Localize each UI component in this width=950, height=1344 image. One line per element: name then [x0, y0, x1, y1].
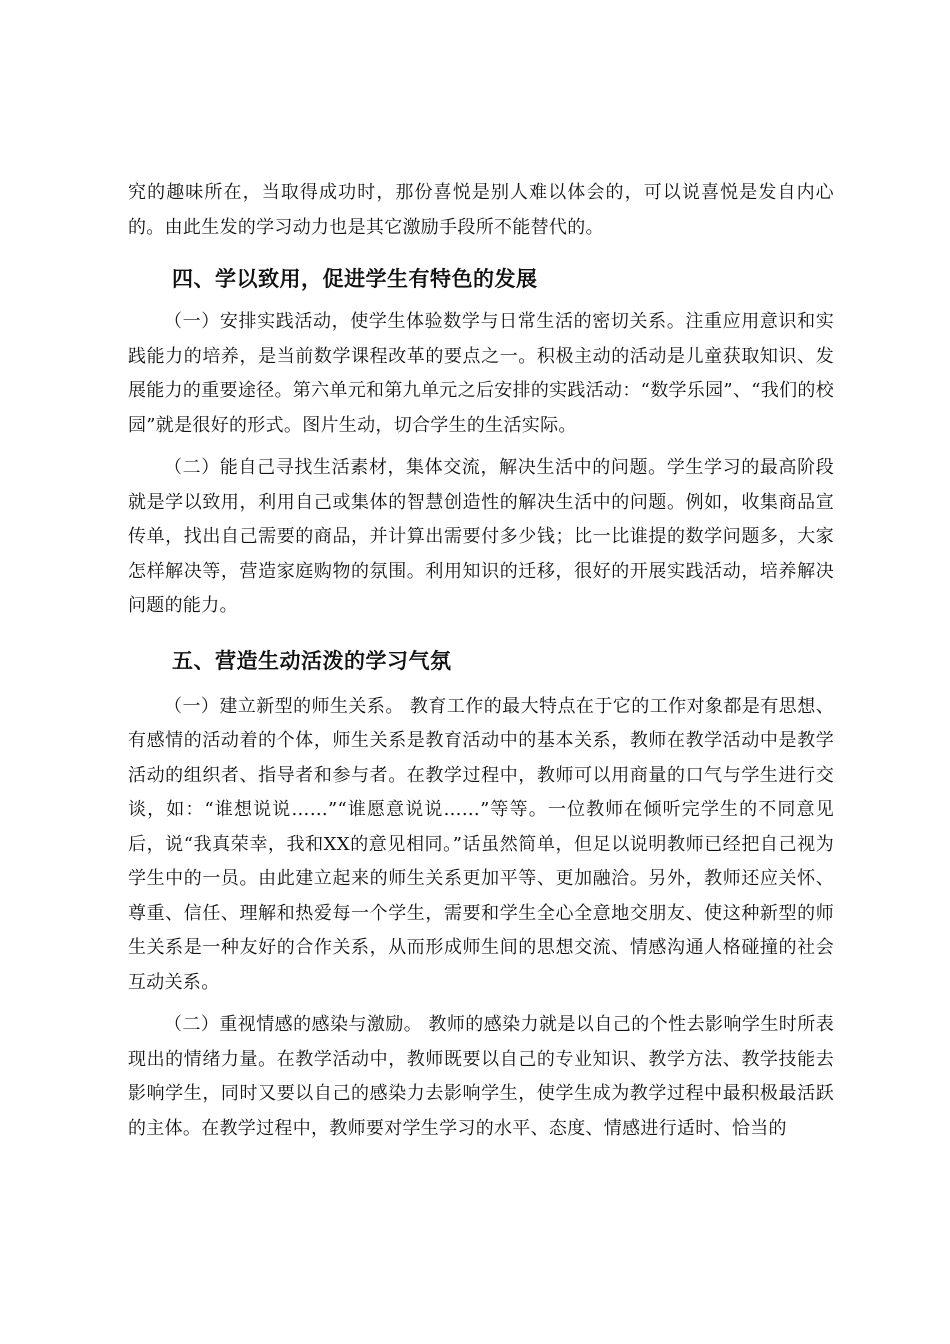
section-five-paragraph-2: （二）重视情感的感染与激励。 教师的感染力就是以自己的个性去影响学生时所表现出的情绪力量。在教学活动中，教师既要以自己的专业知识、教学方法、教学技能去影响学生，同时又要以自己的感染力去影响学生，使学生成为教学过程中最积极最活跃的主体。在教学过程中，教师要对学生学习的水平、态度、情感进行适时、恰当的 — [128, 1014, 834, 1139]
section-four-paragraph-2: （二）能自己寻找生活素材，集体交流，解决生活中的问题。学生学习的最高阶段就是学以致用，利用自己或集体的智慧创造性的解决生活中的问题。例如，收集商品宣传单，找出自己需要的商品，并计算出需要付多少钱；比一比谁提的数学问题多，大家怎样解决等，营造家庭购物的氛围。利用知识的迁移，很好的开展实践活动，培养解决问题的能力。 — [128, 457, 834, 616]
spacer — [128, 624, 834, 632]
intro-continuation-paragraph: 究的趣味所在，当取得成功时，那份喜悦是别人难以体会的，可以说喜悦是发自内心的。由此生发的学习动力也是其它激励手段所不能替代的。 — [128, 182, 834, 238]
section-four-heading: 四、学以致用，促进学生有特色的发展 — [172, 267, 538, 291]
spacer — [128, 245, 834, 253]
section-five-heading: 五、营造生动活泼的学习气氛 — [172, 648, 452, 673]
section-five-paragraph-1: （一）建立新型的师生关系。 教育工作的最大特点在于它的工作对象都是有思想、有感情的活动着的个体，师生关系是教育活动中的基本关系，教师在教学活动中是教学活动的组织者、指导者和参与者。在教学过程中，教师可以用商量的口气与学生进行交谈，如：“谁想说说……”“谁愿意说说……”等等。一位教师在倾听完学生的不同意见后，说“我真荣幸，我和XX的意见相同。”话虽然简单，但足以说明教师已经把自己视为学生中的一员。由此建立起来的师生关系更加平等、更加融洽。另外，教师还应关怀、尊重、信任、理解和热爱每一个学生，需要和学生全心全意地交朋友、使这种新型的师生关系是一种友好的合作关系，从而形成师生间的思想交流、情感沟通人格碰撞的社会互动关系。 — [128, 695, 834, 993]
section-four-paragraph-1: （一）安排实践活动，使学生体验数学与日常生活的密切关系。注重应用意识和实践能力的培养，是当前数学课程改革的要点之一。积极主动的活动是儿童获取知识、发展能力的重要途径。第六单元和第九单元之后安排的实践活动：“数学乐园”、“我们的校园”就是很好的形式。图片生动，切合学生的生活实际。 — [128, 311, 834, 436]
spacer — [128, 443, 834, 451]
spacer — [128, 1000, 834, 1008]
document-body — [128, 176, 834, 1146]
